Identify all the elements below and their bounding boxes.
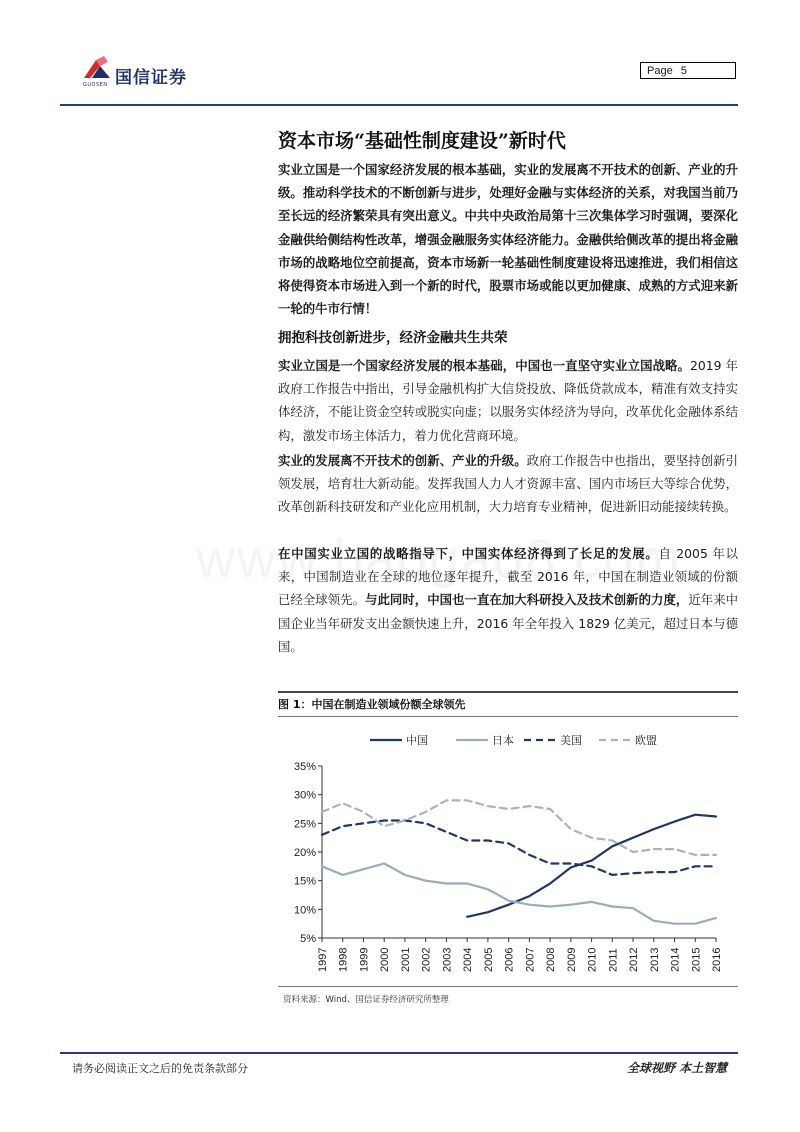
- y-tick-label: 25%: [293, 818, 316, 831]
- paragraph-3-text-2: 近年来中国企业当年研发支出金额快速上升，2016 年全年投入 1829 亿美元，超过日本与德国。: [278, 592, 739, 654]
- page-label: Page: [647, 65, 673, 77]
- x-tick-label: 1999: [358, 947, 371, 972]
- guosen-logo-mark: [82, 56, 112, 82]
- legend-label-4: 欧盟: [635, 734, 657, 747]
- paragraph-1-text: 2019 年政府工作报告中指出，引导金融机构扩大信贷投放、降低贷款成本，精准有效支持实体经济，不能让资金空转或脱实向虚；以服务实体经济为导向，改革优化金融体系结构，激发市场主体活力，着力优化营商环境。: [278, 358, 738, 443]
- x-tick-label: 2008: [545, 947, 558, 972]
- intro-paragraph: 实业立国是一个国家经济发展的根本基础，实业的发展离不开技术的创新、产业的升级。推动科学技术的不断创新与进步，处理好金融与实体经济的关系，对我国当前乃至长远的经济繁荣具有突出意义。中共中央政治局第十三次集体学习时强调，要深化金融供给侧结构性改革，增强金融服务实体经济能力。金融供给侧改革的提出将金融市场的战略地位空前提高，资本市场新一轮基础性制度建设将迅速推进，我们相信这将使得资本市场进入到一个新的时代，股票市场或能以更加健康、成熟的方式迎来新一轮的牛市行情！: [278, 162, 738, 317]
- paragraph-3-lead-2: 与此同时，中国也一直在加大科研投入及技术创新的力度，: [365, 592, 689, 608]
- x-tick-label: 2003: [441, 947, 454, 972]
- figure-top-rule: [278, 691, 738, 693]
- x-tick-label: 2006: [503, 947, 516, 972]
- subsection-title: 拥抱科技创新进步，经济金融共生共荣: [278, 330, 508, 346]
- y-tick-label: 15%: [293, 875, 316, 888]
- legend-label-2: 日本: [492, 734, 514, 747]
- x-tick-label: 2012: [628, 947, 641, 972]
- x-tick-label: 2001: [399, 947, 412, 972]
- paragraph-2-text: 政府工作报告中也指出，要坚持创新引领发展，培育壮大新动能。发挥我国人力人才资源丰富、国内市场巨大等综合优势，改革创新科技研发和产业化应用机制，大力培育专业精神，促进新旧动能接续转换。: [278, 453, 738, 515]
- figure-caption: 图 1：中国在制造业领域份额全球领先: [278, 698, 466, 711]
- figure-bottom-rule: [278, 986, 738, 987]
- page-indicator: [640, 62, 736, 79]
- x-tick-label: 2007: [524, 947, 537, 972]
- paragraph-3-text-1: 自 2005 年以来，中国制造业在全球的地位逐年提升，截至 2016 年，中国在制造业领域的份额已经全球领先。: [278, 546, 739, 608]
- y-tick-label: 10%: [293, 904, 316, 917]
- section-title: 资本市场“基础性制度建设”新时代: [278, 130, 566, 152]
- x-tick-label: 2011: [607, 948, 620, 972]
- legend-label-3: 美国: [560, 734, 582, 747]
- paragraph-3-lead: 在中国实业立国的战略指导下，中国实体经济得到了长足的发展。: [278, 546, 659, 561]
- manufacturing-share-chart: [278, 722, 738, 984]
- watermark: [196, 528, 682, 590]
- legend-label-1: 中国: [406, 734, 428, 747]
- x-tick-label: 2005: [482, 947, 495, 972]
- guosen-logo: [82, 56, 232, 88]
- x-tick-label: 2016: [711, 947, 723, 972]
- y-tick-label: 20%: [293, 847, 316, 859]
- figure-caption-rule: [278, 716, 738, 717]
- page-number: 5: [680, 65, 687, 77]
- footer-rule: [60, 1052, 738, 1054]
- paragraph-2: [278, 449, 738, 519]
- x-tick-label: 2004: [462, 947, 475, 972]
- y-tick-label: 5%: [300, 933, 316, 945]
- paragraph-2-lead: 实业的发展离不开技术的创新、产业的升级。: [278, 453, 527, 468]
- x-tick-label: 2010: [586, 947, 599, 972]
- y-tick-label: 35%: [293, 761, 316, 773]
- logo-sub: GUOSEN: [83, 82, 108, 88]
- paragraph-1: [278, 354, 738, 447]
- paragraph-1-lead: 实业立国是一个国家经济发展的根本基础，中国也一直坚守实业立国战略。: [278, 358, 691, 373]
- x-tick-label: 2014: [669, 947, 682, 972]
- y-tick-label: 30%: [293, 789, 316, 802]
- x-tick-label: 1998: [337, 947, 350, 972]
- footer-disclaimer: 请务必阅读正文之后的免责条款部分: [72, 1062, 248, 1075]
- x-tick-label: 2000: [379, 947, 392, 972]
- x-tick-label: 2015: [690, 947, 703, 972]
- figure-source: 资料来源：Wind、国信证券经济研究所整理: [283, 995, 449, 1005]
- header-rule: [60, 104, 738, 106]
- x-tick-label: 2002: [420, 947, 433, 972]
- logo-name: 国信证券: [115, 68, 187, 88]
- x-tick-label: 2009: [565, 947, 578, 972]
- x-tick-label: 1997: [317, 947, 329, 972]
- x-tick-label: 2013: [648, 947, 661, 972]
- footer-slogan: 全球视野 本土智慧: [627, 1061, 728, 1075]
